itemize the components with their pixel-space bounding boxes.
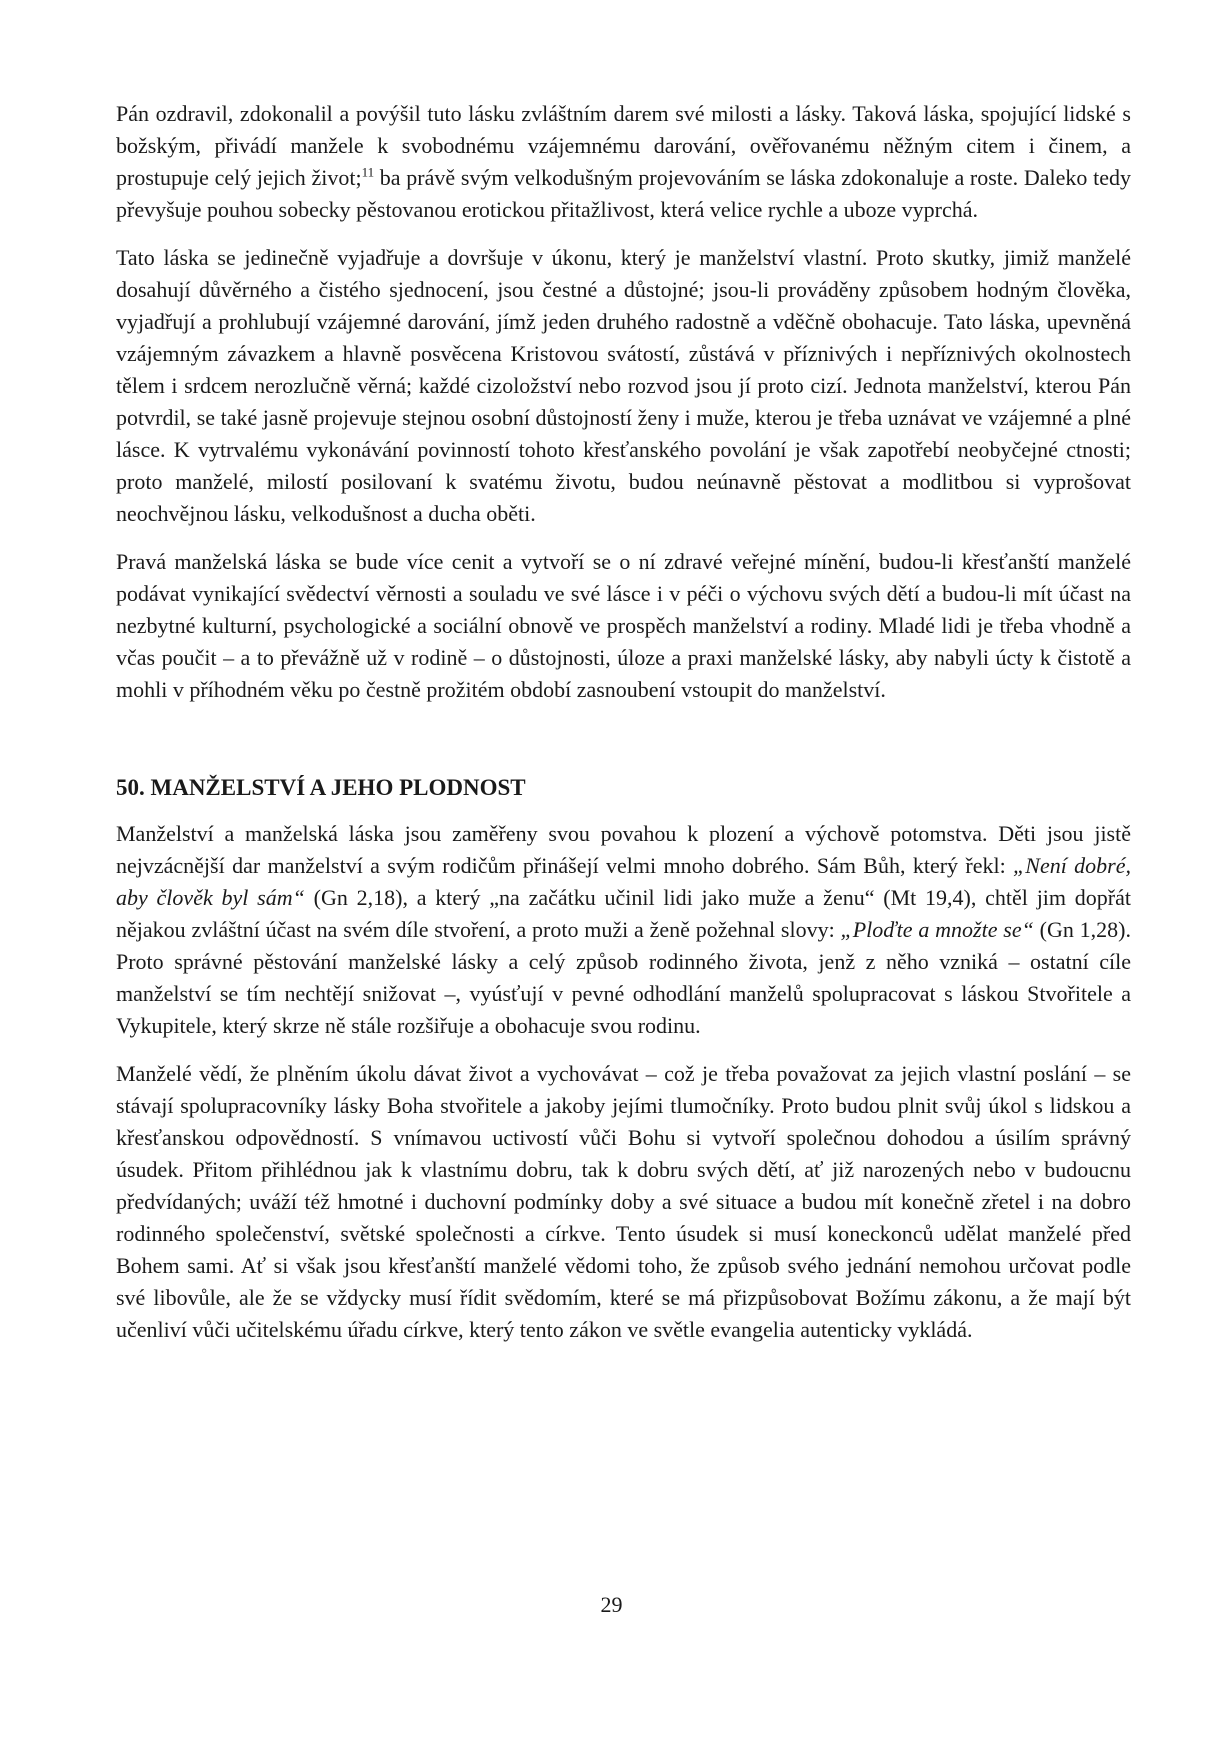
paragraph-4-text-b: (Gn 2,18), a který „na začátku učinil lidi jako muže a ženu“ (Mt 19,4), chtěl jim dopřát nějakou zvláštní účast na svém díle stvoření, a proto muži a ženě požehnal slovy: [116,885,1132,942]
paragraph-5: Manželé vědí, že plněním úkolu dávat život a vychovávat – což je třeba považovat za jejich vlastní poslání – se stávají spolupracovníky lásky Boha stvořitele a jakoby jejími tlumočníky. Proto budou plnit svůj úkol s lidskou a křesťanskou odpovědností. S vnímavou uctivostí vůči Bohu si vytvoří společnou dohodou a úsilím správný úsudek. Přitom přihlédnou jak k vlastnímu dobru, tak k dobru svých dětí, ať již narozených nebo v budoucnu předvídaných; uváží též hmotné i duchovní podmínky doby a své situace a budou mít konečně zřetel i na dobro rodinného společenství, světské společnosti a církve. Tento úsudek si musí koneckonců udělat manželé před Bohem sami. Ať si však jsou křesťanští manželé vědomi toho, že způsob svého jednání nemohou určovat podle své libovůle, ale že se vždycky musí řídit svědomím, které se má přizpůsobovat Božímu zákonu, a že mají být učenliví vůči učitelskému úřadu církve, který tento zákon ve světle evangelia autenticky vykládá. [116,1061,1131,1342]
paragraph-3: Pravá manželská láska se bude více cenit a vytvoří se o ní zdravé veřejné mínění, budou-li křesťanští manželé podávat vynikající svědectví věrnosti a souladu ve své lásce i v péči o výchovu svých dětí a budou-li mít účast na nezbytné kulturní, psychologické a sociální obnově ve prospěch manželství a rodiny. Mladé lidi je třeba vhodně a včas poučit – a to převážně už v rodině – o důstojnosti, úloze a praxi manželské lásky, aby nabyli úcty k čistotě a mohli v příhodném věku po čestně prožitém období zasnoubení vstoupit do manželství. [116,549,1131,702]
page-number: 29 [600,1592,623,1617]
paragraph-1-text-a: Pán ozdravil, zdokonalil a povýšil tuto lásku zvláštním darem své milosti a lásky. Taková láska, spojující lidské s božským, přivádí manžele k svobodnému vzájemnému darování, ověřovanému něžným citem i činem, a prostupuje celý jejich život; [116,101,1131,190]
quote-gn-2-18: „Není dobré, aby člověk byl sám“ [116,853,1132,910]
quote-gn-1-28: „Ploďte a množte se“ [840,917,1034,942]
paragraph-1 [116,98,1131,226]
section-heading: 50. MANŽELSTVÍ A JEHO PLODNOST [116,775,526,800]
paragraph-2: Tato láska se jedinečně vyjadřuje a dovršuje v úkonu, který je manželství vlastní. Proto skutky, jimiž manželé dosahují důvěrného a čistého sjednocení, jsou čestné a důstojné; jsou-li prováděny způsobem hodným člověka, vyjadřují a prohlubují vzájemné darování, jímž jeden druhého radostně a vděčně obohacuje. Tato láska, upevněná vzájemným závazkem a hlavně posvěcena Kristovou svátostí, zůstává v příznivých i nepříznivých okolnostech tělem i srdcem nerozlučně věrná; každé cizoložství nebo rozvod jsou jí proto cizí. Jednota manželství, kterou Pán potvrdil, se také jasně projevuje stejnou osobní důstojností ženy i muže, kterou je třeba uznávat ve vzájemné a plné lásce. K vytrvalému vykonávání povinností tohoto křesťanského povolání je však zapotřebí neobyčejné ctnosti; proto manželé, milostí posilovaní k svatému životu, budou neúnavně pěstovat a modlitbou si vyprošovat neochvějnou lásku, velkodušnost a ducha oběti. [116,245,1131,526]
footnote-marker: 11 [361,164,375,180]
paragraph-1-text-b: ba právě svým velkodušným projevováním se láska zdokonaluje a roste. Daleko tedy převyšuje pouhou sobecky pěstovanou erotickou přitažlivost, která velice rychle a uboze vyprchá. [116,165,1131,222]
paragraph-4 [116,818,1131,1042]
paragraph-4-text-a: Manželství a manželská láska jsou zaměřeny svou povahou k plození a výchově potomstva. Děti jsou jistě nejvzácnější dar manželství a svým rodičům přinášejí velmi mnoho dobrého. Sám Bůh, který řekl: [116,821,1131,878]
paragraph-4-text-c: (Gn 1,28). Proto správné pěstování manželské lásky a celý způsob rodinného života, jenž z něho vzniká – ostatní cíle manželství se tím nechtějí snižovat –, vyúsťují v pevné odhodlání manželů spolupracovat s láskou Stvořitele a Vykupitele, který skrze ně stále rozšiřuje a obohacuje svou rodinu. [116,917,1131,1038]
document-page [116,98,1131,1362]
